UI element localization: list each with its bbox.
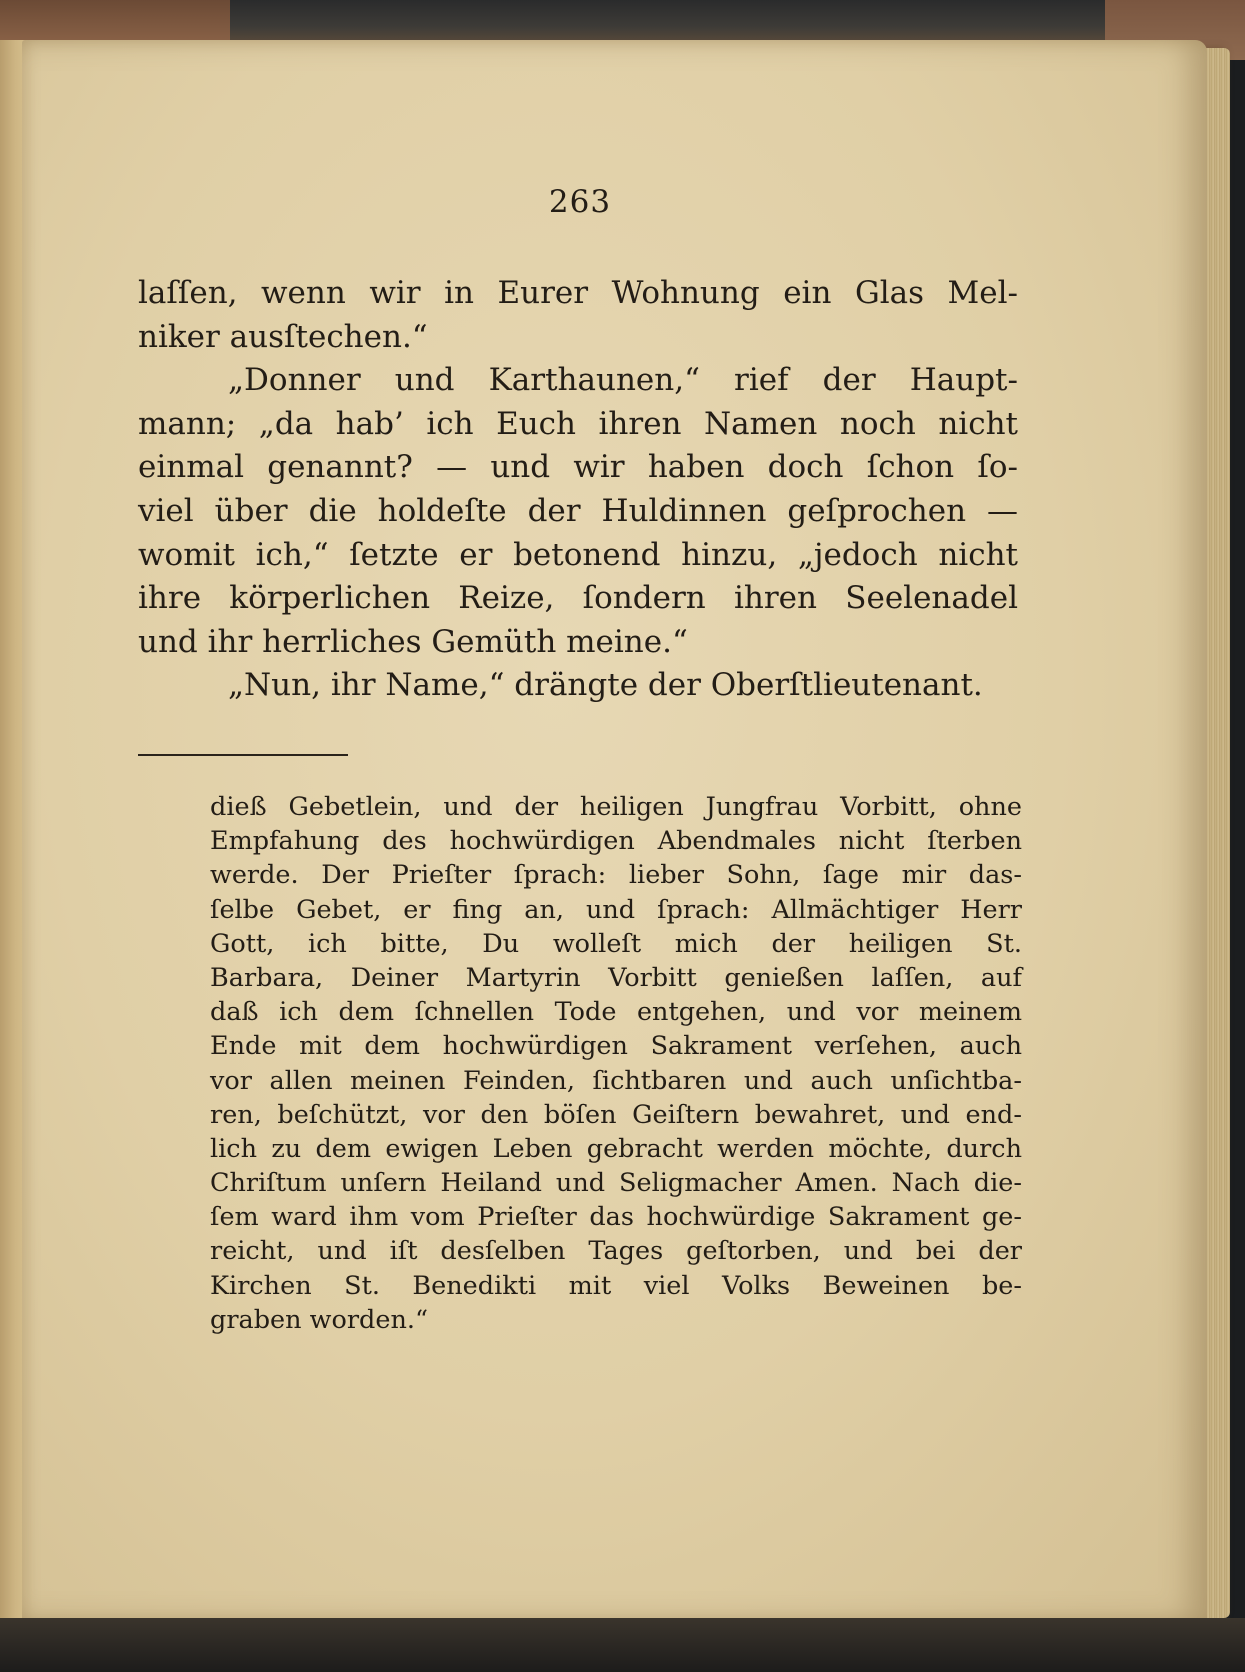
main-line: einmal genannt? — und wir haben doch ſchon ſo- [138,449,1018,486]
main-line: niker ausſtechen.“ [138,318,428,355]
footnote-line: dieß Gebetlein, und der heiligen Jungfrau Vorbitt, ohne [210,792,1022,822]
main-line: ihre körperlichen Reize, ſondern ihren Seelenadel [138,580,1018,617]
footnote-line: werde. Der Prieſter ſprach: lieber Sohn, ſage mir das- [210,860,1022,891]
footnote-block [210,790,1022,1337]
main-line: womit ich,“ ſetzte er betonend hinzu, „jedoch nicht [138,536,1018,573]
footnote-line: ſelbe Gebet, er fing an, und ſprach: Allmächtiger Herr [210,894,1022,925]
footnote-line: Chriſtum unſern Heiland und Seligmacher Amen. Nach die- [210,1168,1022,1199]
footnote-line: Gott, ich bitte, Du wolleſt mich der heiligen St. [210,928,1022,959]
main-line: laſſen, wenn wir in Eurer Wohnung ein Glas Mel- [138,275,1018,311]
main-text-block [138,272,1018,708]
footnote-line: Empfahung des hochwürdigen Abendmales nicht ſterben [210,826,1022,857]
footnote-line: Barbara, Deiner Martyrin Vorbitt genießen laſſen, auf [210,962,1022,993]
footnote-line: graben worden.“ [210,1304,429,1335]
footnote-line: Ende mit dem hochwürdigen Sakrament verſehen, auch [210,1031,1022,1062]
main-line: und ihr herrliches Gemüth meine.“ [138,623,688,660]
footnote-line: lich zu dem ewigen Leben gebracht werden möchte, durch [210,1133,1022,1164]
footnote-line: daß ich dem ſchnellen Tode entgehen, und vor meinem [210,997,1022,1028]
main-line: mann; „da hab’ ich Euch ihren Namen noch nicht [138,405,1018,442]
main-line: viel über die holdeſte der Huldinnen geſprochen — [138,492,1018,529]
footnote-line: ſem ward ihm vom Prieſter das hochwürdige Sakrament ge- [210,1202,1022,1233]
footnote-line: ren, beſchützt, vor den böſen Geiſtern bewahret, und end- [210,1099,1022,1130]
footnote-line: Kirchen St. Benedikti mit viel Volks Beweinen be- [210,1270,1022,1301]
footnote-line: vor allen meinen Feinden, ſichtbaren und auch unſichtba- [210,1065,1022,1096]
main-line: „Donner und Karthaunen,“ rief der Haupt- [228,362,1018,399]
footnote-line: reicht, und iſt desſelben Tages geſtorben, und bei der [210,1236,1022,1267]
page-number: 263 [548,184,612,220]
main-line: „Nun, ihr Name,“ drängte der Oberſtlieutenant. [228,667,983,704]
footnote-rule [138,754,348,756]
